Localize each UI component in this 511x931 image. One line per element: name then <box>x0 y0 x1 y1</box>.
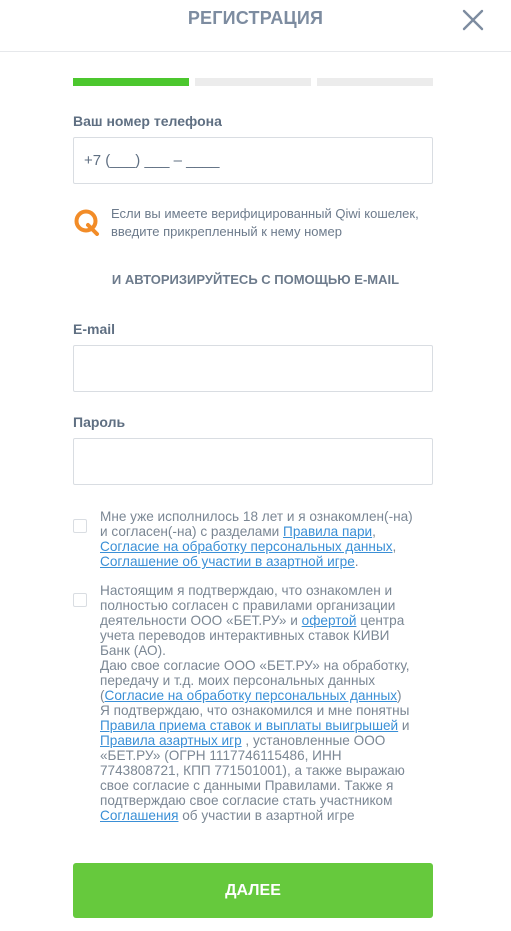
agreement-age-text-2: , <box>372 524 376 539</box>
qiwi-hint-text: Если вы имеете верифицированный Qiwi кошелек, введите прикрепленный к нему номер <box>111 206 419 239</box>
password-input[interactable] <box>73 438 433 485</box>
email-input[interactable] <box>73 345 433 392</box>
agreement-age-text <box>100 509 418 569</box>
agreement-terms-text-2: центра учета переводов интерактивных ставок КИВИ Банк (АО). <box>100 613 405 658</box>
email-auth-heading: И АВТОРИЗИРУЙТЕСЬ С ПОМОЩЬЮ E-MAIL <box>111 272 400 287</box>
next-button[interactable]: ДАЛЕЕ <box>73 863 433 918</box>
agreement-terms-text-7: , установленные ООО «БЕТ.РУ» (ОГРН 1117746115486, ИНН 7743808721, КПП 771501001), а также выражаю свое согласие с данными Правилами. Также я подтверждаю свое согласие стать участником <box>100 733 405 808</box>
agreement-age-checkbox[interactable] <box>73 519 87 533</box>
step-progress <box>73 78 433 86</box>
agreement-terms-text-3: Даю свое согласие ООО «БЕТ.РУ» на обработку, передачу и т.д. моих персональных данных ( <box>100 658 410 703</box>
link-betting-rules[interactable]: Правила пари <box>283 524 373 539</box>
agreement-terms-text-5: Я подтверждаю, что ознакомился и мне понятны <box>100 703 410 718</box>
progress-step-2 <box>195 78 311 86</box>
close-icon <box>459 6 487 34</box>
qiwi-icon <box>73 208 101 236</box>
qiwi-hint <box>73 205 433 241</box>
phone-label: Ваш номер телефона <box>73 113 222 129</box>
link-personal-data-consent[interactable]: Согласие на обработку персональных данных <box>100 539 393 554</box>
agreement-terms-checkbox[interactable] <box>73 593 87 607</box>
progress-step-1 <box>73 78 189 86</box>
link-gambling-rules[interactable]: Правила азартных игр <box>100 733 242 748</box>
phone-input[interactable] <box>73 137 433 184</box>
agreement-terms-text-6: и <box>398 718 410 733</box>
progress-step-3 <box>317 78 433 86</box>
password-label: Пароль <box>73 414 126 430</box>
link-personal-data-consent-2[interactable]: Согласие на обработку персональных данных <box>104 688 398 703</box>
agreement-age-text-1: Мне уже исполнилось 18 лет и я ознакомлен(-на) и согласен(-на) с разделами <box>100 509 413 539</box>
agreement-terms-text-8: об участии в азартной игре <box>178 808 355 823</box>
page-title: РЕГИСТРАЦИЯ <box>187 8 324 28</box>
header <box>0 0 511 52</box>
agreement-terms-text-1: Настоящим я подтверждаю, что ознакомлен и полностью согласен с правилами организации деятельности ООО «БЕТ.РУ» и <box>100 583 396 628</box>
agreement-terms-text <box>100 583 418 823</box>
link-offer[interactable]: офертой <box>301 613 357 628</box>
link-agreement[interactable]: Соглашения <box>100 808 179 823</box>
link-bet-acceptance-rules[interactable]: Правила приема ставок и выплаты выигрышей <box>100 718 399 733</box>
agreement-age-text-3: , <box>392 539 397 554</box>
agreement-age-text-4: . <box>354 554 359 569</box>
close-button[interactable] <box>459 6 487 34</box>
link-gambling-agreement[interactable]: Соглашение об участии в азартной игре <box>100 554 355 569</box>
email-label: E-mail <box>73 321 116 337</box>
agreement-terms-text-4: ) <box>397 688 402 703</box>
